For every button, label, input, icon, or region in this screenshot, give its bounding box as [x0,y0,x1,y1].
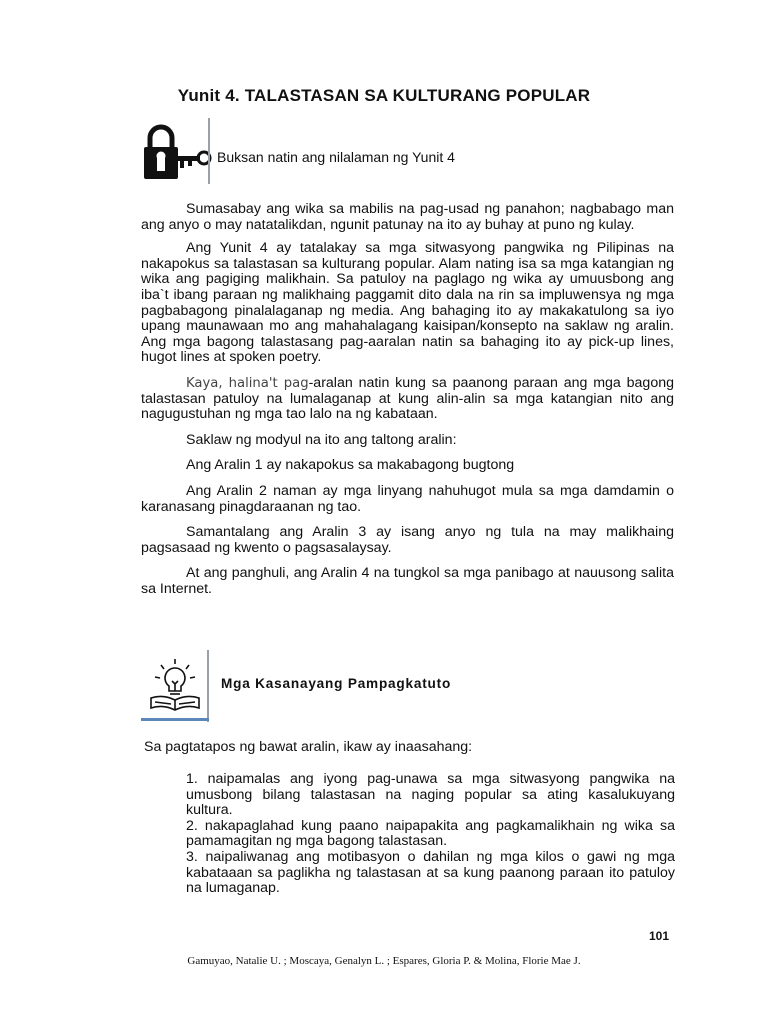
intro-body [141,202,674,607]
section-icon-box [141,650,210,722]
paragraph-rest: -aralan natin kung sa paanong paraan ang mga bagong talastasan patuloy na lumalaganap at kung alin-alin sa mga katangian nito ang nagugustuhan ng mga tao lalo na ng kabataan. [141,374,674,423]
intro-label: Buksan natin ang nilalaman ng Yunit 4 [217,149,455,165]
objective-intro: Sa pagtatapos ng bawat aralin, ikaw ay inaasahang: [144,739,473,755]
footer-authors: Gamuyao, Natalie U. ; Moscaya, Genalyn L. ; Espares, Gloria P. & Molina, Florie Mae J. [187,955,581,967]
icon-box-divider [208,118,210,184]
paragraph [141,376,674,423]
section-title: Mga Kasanayang Pampagkatuto [221,676,452,691]
icon-box-divider [207,650,209,722]
page-title: Yunit 4. TALASTASAN SA KULTURANG POPULAR [177,86,591,105]
lock-and-key-icon [140,122,212,184]
objective-item: 2. nakapaglahad kung paano naipapakita ang pagkamalikhain ng wika sa pamamagitan ng mga bagong talastasan. [186,817,675,850]
lightbulb-book-icon [145,656,205,716]
icon-box-underline [141,718,209,721]
paragraph: Samantalang ang Aralin 3 ay isang anyo ng tula na may malikhaing pagsasaad ng kwento o pagsasalaysay. [141,524,674,556]
objective-list [186,772,675,897]
objective-item: 1. naipamalas ang iyong pag-unawa sa mga sitwasyong pangwika na umusbong bilang talastasan na naging popular sa ating kasalukuyang kultura. [186,771,675,819]
paragraph-lead: Kaya, halina't pag [186,375,309,391]
paragraph: At ang panghuli, ang Aralin 4 na tungkol sa mga panibago at nauusong salita sa Internet. [141,565,674,597]
page-number: 101 [649,929,670,943]
paragraph: Ang Aralin 2 naman ay mga linyang nahuhugot mula sa mga damdamin o karanasang pinagdaraanan ng tao. [141,482,674,515]
paragraph: Saklaw ng modyul na ito ang taltong aralin: [186,431,457,448]
objective-item: 3. naipaliwanag ang motibasyon o dahilan ng mga kilos o gawi ng mga kabataaan sa paglikha ng talastasan at sa kung paanong paraan ito patuloy na lumaganap. [186,848,675,897]
intro-icon-box [138,118,213,184]
paragraph: Ang Aralin 1 ay nakapokus sa makabagong bugtong [186,457,515,474]
paragraph: Ang Yunit 4 ay tatalakay sa mga sitwasyong pangwika ng Pilipinas na nakapokus sa talastasan sa kulturang popular. Alam nating isa sa mga katangian ng wika ang pagiging malikhain. Sa patuloy na paglago ng wika ay umuusbong ang iba`t ibang paraan ng malikhaing paggamit dito dala na rin sa impluwensya ng mga pagbabagong pinalalaganap ng media. Ang bahaging ito ay makakatulong sa iyo upang maunawaan mo ang mahahalagang kaisipan/konsepto na saklaw ng aralin. Ang mga bagong talastasang pag-aaralan natin sa bahaging ito ay pick-up lines, hugot lines at spoken poetry. [141,240,674,366]
paragraph: Sumasabay ang wika sa mabilis na pag-usad ng panahon; nagbabago man ang anyo o may natatalikdan, ngunit patunay na ito ay buhay at puno ng kulay. [141,201,674,233]
